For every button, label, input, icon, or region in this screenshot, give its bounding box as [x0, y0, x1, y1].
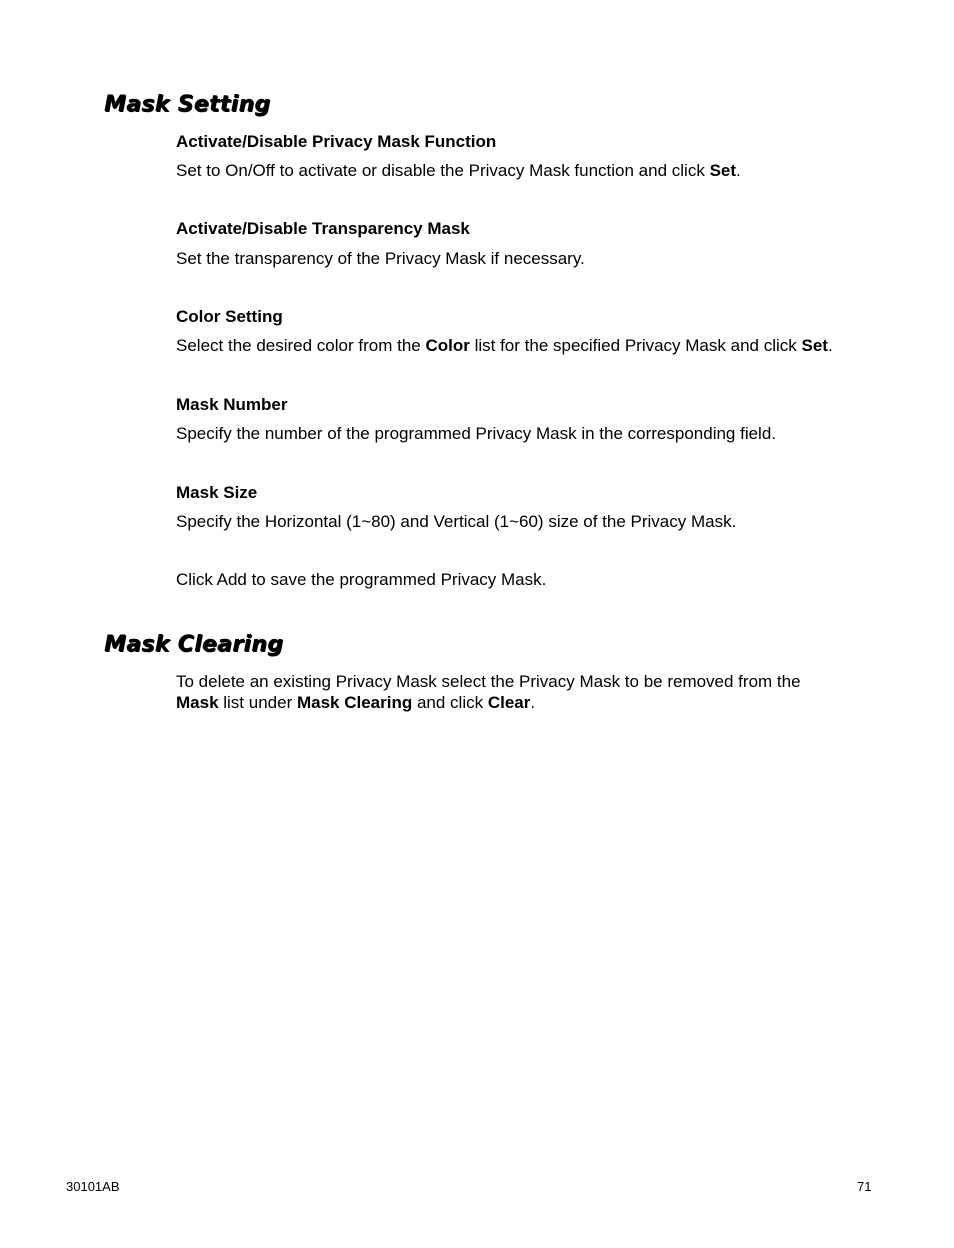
- footer-page-number: 71: [857, 1179, 872, 1194]
- subheading-color-setting: Color Setting: [176, 307, 283, 326]
- footer-doc-number: 30101AB: [66, 1179, 120, 1194]
- paragraph-mask-number: Specify the number of the programmed Privacy Mask in the corresponding field.: [176, 424, 777, 443]
- paragraph-mask-clearing-line1: To delete an existing Privacy Mask select the Privacy Mask to be removed from the: [176, 672, 801, 691]
- paragraph-color-setting: Select the desired color from the Color list for the specified Privacy Mask and click Set.: [176, 336, 833, 355]
- paragraph-activate-privacy-mask: Set to On/Off to activate or disable the Privacy Mask function and click Set.: [176, 161, 741, 180]
- paragraph-click-add: Click Add to save the programmed Privacy Mask.: [176, 570, 547, 589]
- subheading-mask-size: Mask Size: [176, 483, 258, 502]
- paragraph-mask-size: Specify the Horizontal (1~80) and Vertical (1~60) size of the Privacy Mask.: [176, 512, 737, 531]
- paragraph-transparency-mask: Set the transparency of the Privacy Mask if necessary.: [176, 249, 585, 268]
- subheading-transparency-mask: Activate/Disable Transparency Mask: [176, 219, 470, 238]
- subheading-mask-number: Mask Number: [176, 395, 288, 414]
- section-heading-mask-setting: Mask Setting: [104, 92, 271, 117]
- section-heading-mask-clearing: Mask Clearing: [104, 632, 284, 657]
- paragraph-mask-clearing-line2: Mask list under Mask Clearing and click Clear.: [176, 693, 536, 712]
- subheading-activate-privacy-mask: Activate/Disable Privacy Mask Function: [176, 132, 497, 151]
